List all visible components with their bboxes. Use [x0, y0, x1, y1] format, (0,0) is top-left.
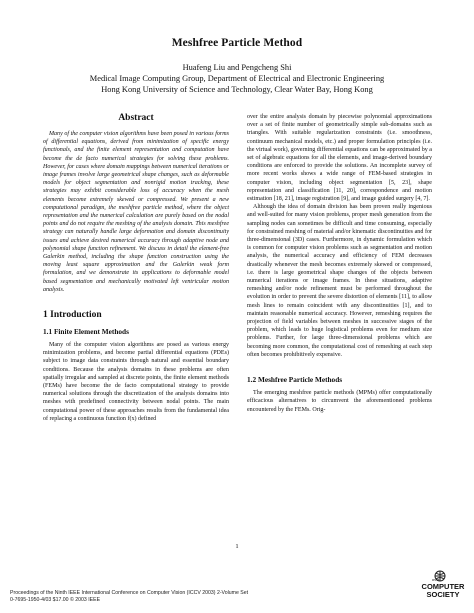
subsection-mpm-heading: 1.2 Meshfree Particle Methods — [247, 375, 343, 385]
affiliation-line-1: Medical Image Computing Group, Department of Electrical and Electronic Engineering — [89, 74, 385, 84]
proceedings-footer — [10, 590, 248, 604]
right-column — [247, 113, 432, 414]
remeshing-paragraph: Although the idea of domain division has been proven really ingenious and well-suited for many vision problems, proper mesh generation from the sampling nodes can sometimes be difficult and time consuming, especially for constrained meshing of material and/or kinematic discontinuities and for three-dimensional (3D) cases. Furthermore, in dynamic formulation which is common for computer vision problems such as segmentation and motion analysis, the numerical accuracy and efficiency of FEM decreases drastically whenever the mesh becomes extremely skewed or compressed, i.e. there is large geometrical shape changes of the objects between numerical iterations or image frames. In these situations, adaptive remeshing and/or node refinement must be performed throughout the evolution in order to prevent the severe distortion of elements [11], to allow mesh lines to remain coincident with any discontinuities [1], and to maintain reasonable numerical accuracy. However, remeshing requires the projection of field variables between meshes in successive stages of the problem, which leads to huge logistical problems even for medium size problems. Further, for large three-dimensional problems which are becoming more common, the computational cost of remeshing at each step often becomes prohibitively expensive. — [247, 204, 432, 358]
fem-paragraph: Many of the computer vision algorithms are posed as various energy minimization problems, and become partial differential equations (PDEs) subject to image data constraints through natural and essential boundary conditions. Because the analysis domains in these problems are often spatially irregular and sampled at discrete points, the finite element methods (FEMs) have become the de facto computational strategy to provide numerical solutions through the discretization of the analysis domains into meshes with predefined connectivity between nodal points. The main computational power of these approaches results from the fundamental idea of replacing a continuous function f(x) defined — [43, 342, 229, 422]
logo-line-computer: COMPUTER — [421, 582, 465, 591]
footer-proceedings-line: Proceedings of the Ninth IEEE International Conference on Computer Vision (ICCV 2003) 2-Volume Set — [10, 590, 249, 596]
left-column — [43, 113, 229, 423]
abstract-heading: Abstract — [118, 113, 154, 123]
author-block — [0, 62, 474, 96]
fem-continued-paragraph: over the entire analysis domain by piecewise polynomial approximations over a set of finite number of geometrically simple sub-domains such as triangles. With suitable regularization constraints (i.e. smoothness, continuum mechanical models, etc.) and proper formulation principles (i.e. the virtual work), governing differential equations can be approximated by a set of algebraic equations for all the elements, and image-derived boundary conditions are enforced to provide the solutions. An incomplete survey of more recent works shows a wide range of FEM-based strategies in computer vision, including object segmentation [5, 23], shape representation and classification [11, 20], correspondence and motion estimation [18, 21], image registration [9], and image guided surgery [4, 7]. — [247, 114, 432, 203]
affiliation-line-2: Hong Kong University of Science and Technology, Clear Water Bay, Hong Kong — [101, 85, 373, 95]
footer-isbn-line: 0-7695-1950-4/03 $17.00 © 2003 IEEE — [10, 597, 101, 603]
subsection-fem-heading: 1.1 Finite Element Methods — [43, 327, 129, 337]
page-number: 1 — [235, 543, 239, 550]
logo-ieee-label: IEEE — [432, 578, 440, 582]
section-introduction-heading: 1 Introduction — [43, 310, 102, 321]
logo-line-society: SOCIETY — [426, 590, 460, 599]
mpm-paragraph: The emerging meshfree particle methods (MPMs) offer computationally efficacious alternatives to circumvent the aforementioned problems encountered by the FEMs. Orig- — [247, 390, 432, 413]
paper-title: Meshfree Particle Method — [171, 37, 303, 49]
abstract-text: Many of the computer vision algorithms have been posed in various forms of differential equations, derived from minimization of specific energy functionals, and the finite element representation and computation have become the de facto numerical strategies for solving these problems. However, for cases where domain mappings between numerical iterations or image frames involve large geometrical shape changes, such as deformable models for object segmentation and nonrigid motion tracking, these strategies may exhibit considerable loss of accuracy when the mesh elements become extremely skewed or compressed. We present a new computational paradigm, the meshfree particle method, where the object representation and the numerical calculation are purely based on the nodal points and do not require the meshing of the analysis domain. This meshfree strategy can naturally handle large deformation and domain discontinuity issues and achieve desired numerical accuracy through adaptive node and polynomial shape function refinement. We discuss in detail the element-free Galerkin method, including the shape function construction using the moving least square approximation and the Galerkin weak form formulation, and we demonstrate its applications to deformable model based segmentation and mechanically motivated left ventricular motion analysis. — [43, 131, 229, 293]
author-names: Huafeng Liu and Pengcheng Shi — [182, 63, 292, 72]
